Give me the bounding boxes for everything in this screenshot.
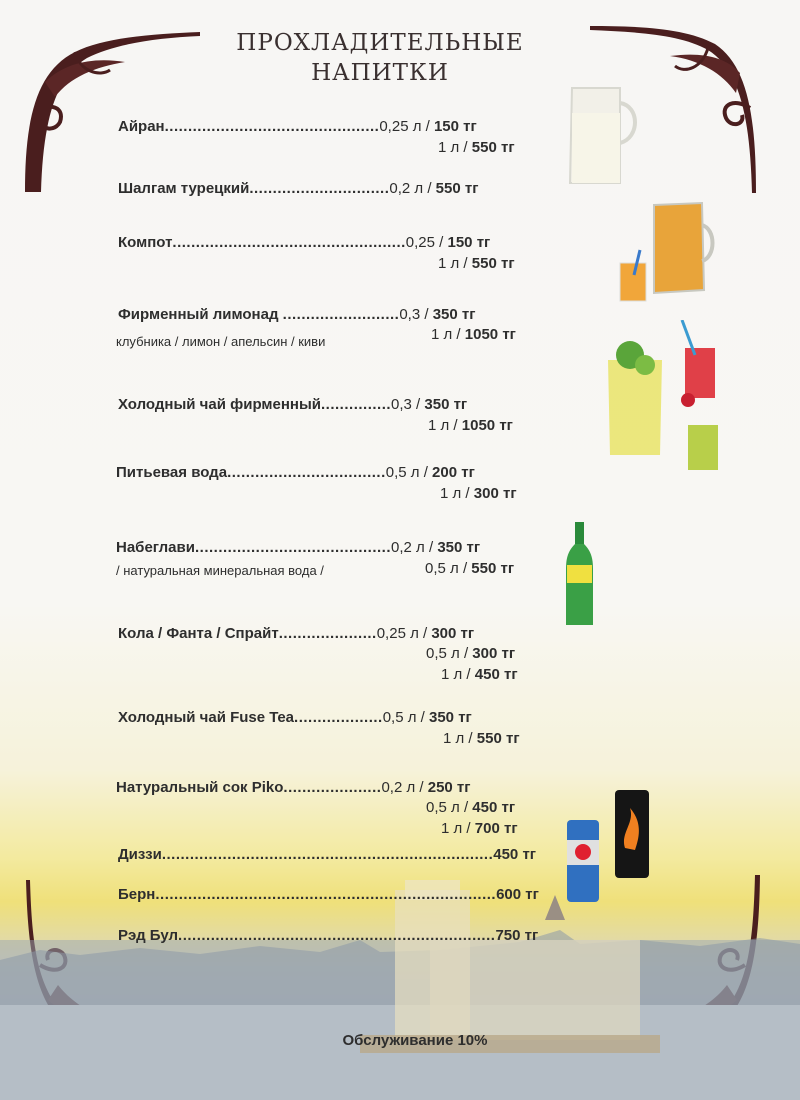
dot-leader: .....................	[283, 779, 382, 796]
ayran-jug-icon	[560, 78, 645, 193]
item-name: Набеглави	[116, 539, 195, 556]
dot-leader: .........................................................................	[155, 886, 497, 903]
dot-leader: .........................	[282, 306, 400, 323]
menu-item-ayran-volume-2	[438, 139, 515, 156]
menu-item-cola	[118, 625, 474, 642]
menu-item-piko-juice-volume-3	[441, 820, 518, 837]
item-volume: 0,3 /	[399, 306, 429, 323]
item-volume: 1 л /	[431, 326, 461, 343]
item-price: 550 тг	[476, 730, 520, 747]
item-name: Рэд Бул	[118, 927, 179, 944]
item-price: 1050 тг	[461, 417, 513, 434]
item-volume: 1 л /	[438, 139, 468, 156]
item-price: 350 тг	[437, 539, 481, 556]
item-price: 150 тг	[447, 234, 491, 251]
dot-leader: ...................	[294, 709, 383, 726]
item-price: 600 тг	[496, 886, 539, 903]
menu-item-ayran	[118, 118, 477, 135]
kompot-jug-icon	[612, 195, 717, 310]
item-volume: 1 л /	[441, 666, 471, 683]
item-name: Диззи	[118, 846, 162, 863]
menu-item-nabeglavi-volume-2	[425, 560, 514, 577]
item-price: 350 тг	[432, 306, 476, 323]
item-volume: 1 л /	[440, 485, 470, 502]
item-volume: 0,5 л /	[426, 645, 469, 662]
item-price: 250 тг	[427, 779, 471, 796]
item-volume: 1 л /	[441, 820, 471, 837]
menu-item-signature-iced-tea-volume-2	[428, 417, 513, 434]
menu-item-kompot-volume-2	[438, 255, 515, 272]
item-price: 450 тг	[474, 666, 518, 683]
menu-item-drinking-water	[116, 464, 475, 481]
item-price: 450 тг	[472, 799, 516, 816]
page-title	[0, 28, 760, 88]
title-line-1: ПРОХЛАДИТЕЛЬНЫЕ	[236, 30, 524, 56]
item-volume: 0,3 /	[391, 396, 421, 413]
item-volume: 0,2 л /	[389, 180, 432, 197]
menu-item-lemonade-note: клубника / лимон / апельсин / киви	[116, 334, 326, 349]
item-price: 550 тг	[471, 139, 515, 156]
menu-item-lemonade	[118, 306, 476, 323]
item-name: Шалгам турецкий	[118, 180, 250, 197]
dot-leader: ..............................	[249, 180, 390, 197]
menu-item-signature-iced-tea	[118, 396, 467, 413]
service-charge-note: Обслуживание 10%	[342, 1032, 488, 1049]
item-volume: 0,25 /	[405, 234, 444, 251]
item-name: Кола / Фанта / Спрайт	[118, 625, 279, 642]
item-price: 200 тг	[432, 464, 475, 481]
item-name: Компот	[118, 234, 173, 251]
item-volume: 0,25 л /	[376, 625, 428, 642]
item-price: 550 тг	[435, 180, 479, 197]
item-name: Айран	[118, 118, 165, 135]
item-price: 750 тг	[495, 927, 539, 944]
dot-leader: ..............................................	[164, 118, 380, 135]
dot-leader: ...............	[321, 396, 392, 413]
lemonade-glasses-icon	[600, 320, 725, 475]
item-price: 300 тг	[473, 485, 517, 502]
item-name: Питьевая вода	[116, 464, 228, 481]
item-price: 1050 тг	[464, 326, 516, 343]
title-line-2: НАПИТКИ	[311, 60, 449, 86]
menu-item-burn	[118, 886, 539, 903]
item-price: 350 тг	[424, 396, 468, 413]
dot-leader: ..........................................	[194, 539, 392, 556]
item-volume: 0,5 л /	[425, 560, 468, 577]
item-price: 300 тг	[472, 645, 516, 662]
dot-leader: ....................................................................	[178, 927, 496, 944]
item-name: Холодный чай Fuse Tea	[118, 709, 295, 726]
menu-item-shalgam	[118, 180, 478, 197]
menu-item-kompot	[118, 234, 490, 251]
city-skyline-illustration	[0, 880, 800, 1100]
item-volume: 0,25 л /	[379, 118, 430, 135]
item-price: 150 тг	[433, 118, 477, 135]
item-name: Фирменный лимонад	[118, 306, 283, 323]
item-price: 450 тг	[493, 846, 537, 863]
menu-item-cola-volume-2	[426, 645, 515, 662]
item-volume: 0,5 л /	[385, 464, 428, 481]
menu-item-cola-volume-3	[441, 666, 518, 683]
menu-item-piko-juice	[116, 779, 471, 796]
energy-drink-cans-icon	[565, 788, 655, 906]
item-price: 550 тг	[471, 560, 515, 577]
item-price: 550 тг	[471, 255, 515, 272]
menu-item-drinking-water-volume-2	[440, 485, 517, 502]
item-volume: 0,5 л /	[426, 799, 469, 816]
item-volume: 0,2 л /	[381, 779, 424, 796]
item-price: 300 тг	[431, 625, 475, 642]
menu-item-fuse-tea-volume-2	[443, 730, 520, 747]
menu-item-red-bull	[118, 927, 538, 944]
mineral-water-bottle-icon	[562, 520, 597, 630]
item-volume: 0,2 л /	[391, 539, 434, 556]
menu-item-fuse-tea	[118, 709, 472, 726]
dot-leader: .....................	[278, 625, 377, 642]
menu-item-dizzy	[118, 846, 536, 863]
dot-leader: .......................................................................	[161, 846, 494, 863]
item-name: Холодный чай фирменный	[118, 396, 322, 413]
item-volume: 1 л /	[443, 730, 473, 747]
menu-item-nabeglavi-note: / натуральная минеральная вода /	[116, 563, 324, 578]
item-name: Берн	[118, 886, 156, 903]
menu-item-piko-juice-volume-2	[426, 799, 515, 816]
item-volume: 1 л /	[438, 255, 468, 272]
item-volume: 0,5 л /	[382, 709, 425, 726]
dot-leader: ..................................................	[172, 234, 406, 251]
menu-item-lemonade-volume-2	[431, 326, 516, 343]
item-volume: 1 л /	[428, 417, 458, 434]
item-price: 350 тг	[429, 709, 472, 726]
item-name: Натуральный сок Piko	[116, 779, 284, 796]
dot-leader: ..................................	[227, 464, 386, 481]
menu-item-nabeglavi	[116, 539, 480, 556]
item-price: 700 тг	[474, 820, 518, 837]
